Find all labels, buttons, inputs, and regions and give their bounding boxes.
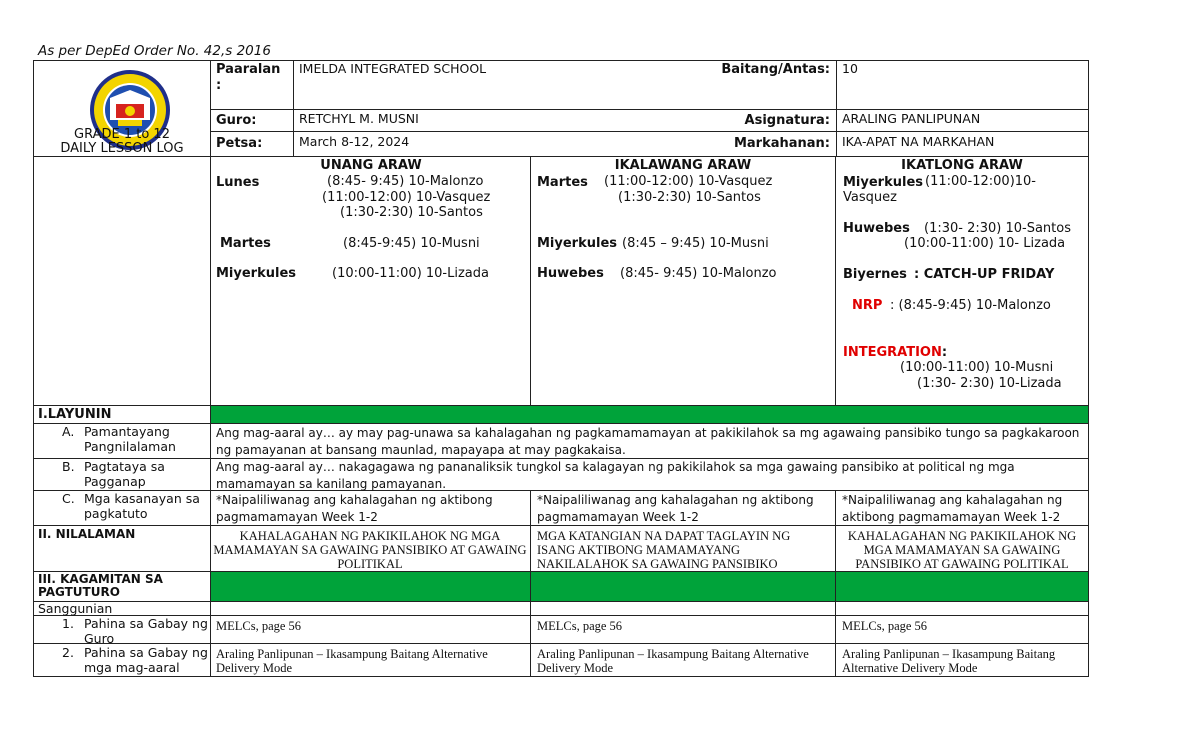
layunin-c-day2: *Naipaliliwanag ang kahalagahan ng aktibong pagmamamayan Week 1-2	[537, 493, 814, 524]
baitang-label: Baitang/Antas:	[721, 62, 830, 77]
sanggunian-label: Sanggunian	[38, 601, 113, 616]
day1-lunes-label: Lunes	[216, 175, 260, 190]
day1-title: UNANG ARAW	[320, 158, 422, 173]
layunin-b-label: Pagtataya sa Pagganap	[84, 459, 165, 489]
layunin-c-day1: *Naipaliliwanag ang kahalagahan ng aktibong pagmamamayan Week 1-2	[216, 493, 493, 524]
item2-marker: 2.	[62, 645, 74, 660]
day3-integration-2: (1:30- 2:30) 10-Lizada	[917, 376, 1062, 391]
item1-day1: MELCs, page 56	[216, 619, 302, 633]
item2-label: Pahina sa Gabay ng mga mag-aaral	[84, 645, 208, 675]
log-title-line2: DAILY LESSON LOG	[60, 141, 184, 156]
day1-martes-1: (8:45-9:45) 10-Musni	[343, 236, 480, 251]
nilalaman-title: II. NILALAMAN	[38, 527, 136, 541]
day3-miyerkules-label: Miyerkules	[843, 175, 924, 190]
petsa-label: Petsa:	[216, 136, 263, 151]
guro-value: RETCHYL M. MUSNI	[299, 111, 419, 126]
day2-martes-2: (1:30-2:30) 10-Santos	[618, 190, 761, 205]
day3-nrp-1: : (8:45-9:45) 10-Malonzo	[890, 298, 1051, 313]
day1-lunes-2: (11:00-12:00) 10-Vasquez	[322, 190, 491, 205]
nilalaman-day1: KAHALAGAHAN NG PAKIKILAHOK NG MGA MAMAMAYAN SA GAWAING PANSIBIKO AT GAWAING POLITIKAL	[213, 529, 527, 571]
item2-day2: Araling Panlipunan – Ikasampung Baitang Alternative Delivery Mode	[537, 647, 809, 675]
day1-lunes-1: (8:45- 9:45) 10-Malonzo	[327, 174, 484, 189]
kagamitan-green-bar-3	[836, 572, 1088, 601]
day2-martes-label: Martes	[537, 175, 588, 190]
item1-marker: 1.	[62, 616, 74, 631]
layunin-a-marker: A.	[62, 424, 75, 439]
paaralan-value: IMELDA INTEGRATED SCHOOL	[299, 61, 487, 76]
day3-huwebes-2: (10:00-11:00) 10- Lizada	[904, 236, 1066, 251]
layunin-b-text: Ang mag-aaral ay… nakagagawa ng pananaliksik tungkol sa kalagayan ng pakikilahok sa mga gawaing pansibiko at political ng mga mamamayan sa kanilang pamayanan.	[216, 460, 1015, 491]
asignatura-value: ARALING PANLIPUNAN	[842, 111, 981, 126]
paaralan-label: Paaralan	[216, 62, 281, 77]
item1-label: Pahina sa Gabay ng Guro	[84, 616, 208, 646]
day1-miyerkules-label: Miyerkules	[216, 266, 297, 281]
day2-miyerkules-label: Miyerkules	[537, 236, 618, 251]
layunin-c-marker: C.	[62, 491, 75, 506]
day3-integration-1: (10:00-11:00) 10-Musni	[900, 360, 1054, 375]
day3-biyernes-label: Biyernes	[843, 267, 907, 282]
paaralan-colon: :	[216, 78, 222, 93]
kagamitan-green-bar-2	[531, 572, 835, 601]
baitang-value: 10	[842, 61, 858, 76]
day2-miyerkules-1: (8:45 – 9:45) 10-Musni	[622, 236, 769, 251]
layunin-b-marker: B.	[62, 459, 75, 474]
day2-huwebes-1: (8:45- 9:45) 10-Malonzo	[620, 266, 777, 281]
layunin-a-label: Pamantayang Pangnilalaman	[84, 424, 176, 454]
item1-day2: MELCs, page 56	[537, 619, 623, 633]
markahanan-label: Markahanan:	[733, 136, 830, 151]
day3-nrp-label: NRP	[852, 298, 883, 313]
layunin-c-label: Mga kasanayan sa pagkatuto	[84, 491, 200, 521]
kagamitan-title: III. KAGAMITAN SA PAGTUTURO	[38, 572, 163, 599]
item2-day1: Araling Panlipunan – Ikasampung Baitang Alternative Delivery Mode	[216, 647, 488, 675]
item2-day3: Araling Panlipunan – Ikasampung Baitang Alternative Delivery Mode	[842, 647, 1056, 675]
day3-miyerkules-2: Vasquez	[843, 190, 897, 205]
day1-miyerkules-1: (10:00-11:00) 10-Lizada	[332, 266, 489, 281]
day3-huwebes-1: (1:30- 2:30) 10-Santos	[924, 221, 1071, 236]
guro-label: Guro:	[216, 113, 257, 128]
layunin-a-text: Ang mag-aaral ay… ay may pag-unawa sa kahalagahan ng pagkamamamayan at pakikilahok sa mg agawaing pansibiko tungo sa pagkakaroon ng pamayanan at bansang maunlad, mapayapa at may pagkakaisa.	[216, 426, 1080, 457]
item1-day3: MELCs, page 56	[842, 619, 928, 633]
day2-huwebes-label: Huwebes	[537, 266, 604, 281]
petsa-value: March 8-12, 2024	[299, 134, 410, 149]
day3-integration-heading	[843, 345, 947, 360]
layunin-green-bar	[210, 406, 1088, 423]
nilalaman-day3: KAHALAGAHAN NG PAKIKILAHOK NG MGA MAMAMAYAN SA GAWAING PANSIBIKO AT GAWAING POLITIKAL	[847, 529, 1077, 571]
asignatura-label: Asignatura:	[744, 113, 830, 128]
day2-martes-1: (11:00-12:00) 10-Vasquez	[604, 174, 773, 189]
layunin-title: I.LAYUNIN	[38, 407, 112, 422]
kagamitan-green-bar-1	[210, 572, 530, 601]
day1-lunes-3: (1:30-2:30) 10-Santos	[340, 205, 483, 220]
order-note: As per DepEd Order No. 42,s 2016	[38, 43, 271, 59]
layunin-c-day3: *Naipaliliwanag ang kahalagahan ng aktibong pagmamamayan Week 1-2	[842, 493, 1063, 524]
day1-martes-label: Martes	[220, 236, 271, 251]
day3-miyerkules-1: (11:00-12:00)10-	[925, 174, 1036, 189]
day3-biyernes-1: : CATCH-UP FRIDAY	[914, 267, 1055, 282]
day3-title: IKATLONG ARAW	[901, 158, 1023, 173]
nilalaman-day2: MGA KATANGIAN NA DAPAT TAGLAYIN NG ISANG AKTIBONG MAMAMAYANG NAKILALAHOK SA GAWAING PANSIBIKO	[537, 529, 791, 571]
markahanan-value: IKA-APAT NA MARKAHAN	[842, 134, 995, 149]
day2-title: IKALAWANG ARAW	[614, 158, 752, 173]
day3-integration-colon: :	[941, 345, 948, 360]
day3-huwebes-label: Huwebes	[843, 221, 910, 236]
day3-integration-label: INTEGRATION	[843, 345, 942, 360]
log-title-line1: GRADE 1 to 12	[74, 127, 170, 142]
